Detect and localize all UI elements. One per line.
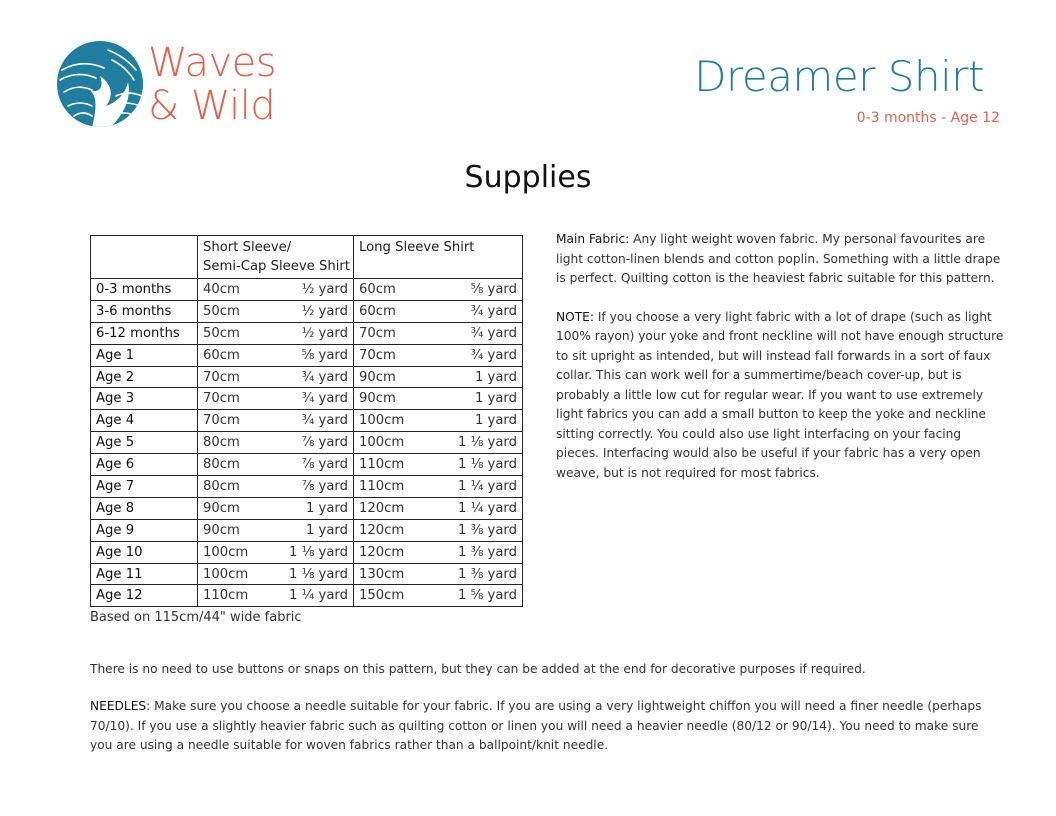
table-row <box>91 585 523 607</box>
brand-name <box>148 42 276 128</box>
short-cm-cell: 50cm <box>198 322 284 344</box>
needles-text: : Make sure you choose a needle suitable for your fabric. If you are using a very lightweight chiffon you will need a finer needle (perhaps 70/10). If you use a slightly heavier fabric such as quilting cotton or linen you will need a heavier needle (80/12 or 90/14). You need to make sure you are using a needle suitable for woven fabrics rather than a ballpoint/knit needle. <box>90 699 982 752</box>
long-cm-cell: 100cm <box>354 410 440 432</box>
long-yard-cell: ⅝ yard <box>440 279 523 301</box>
size-cell: 0-3 months <box>91 279 198 301</box>
fabric-description <box>556 230 1006 502</box>
size-cell: Age 3 <box>91 388 198 410</box>
size-cell: Age 10 <box>91 541 198 563</box>
long-cm-cell: 120cm <box>354 497 440 519</box>
long-yard-cell: ¾ yard <box>440 322 523 344</box>
short-cm-cell: 70cm <box>198 388 284 410</box>
short-cm-cell: 50cm <box>198 300 284 322</box>
short-cm-cell: 100cm <box>198 563 284 585</box>
long-cm-cell: 110cm <box>354 454 440 476</box>
table-body <box>91 279 523 607</box>
short-cm-cell: 40cm <box>198 279 284 301</box>
table-row <box>91 432 523 454</box>
header-long-sleeve: Long Sleeve Shirt <box>354 236 523 279</box>
size-cell: 6-12 months <box>91 322 198 344</box>
long-yard-cell: 1 ¼ yard <box>440 476 523 498</box>
header-short-line-1: Short Sleeve/ <box>203 240 292 255</box>
long-cm-cell: 90cm <box>354 388 440 410</box>
size-range: 0-3 months - Age 12 <box>856 110 1000 126</box>
short-yard-cell: ¾ yard <box>284 388 354 410</box>
long-cm-cell: 60cm <box>354 279 440 301</box>
short-yard-cell: ½ yard <box>284 322 354 344</box>
short-yard-cell: ⅞ yard <box>284 432 354 454</box>
note-label: NOTE: <box>556 309 594 324</box>
short-cm-cell: 90cm <box>198 497 284 519</box>
table-row <box>91 476 523 498</box>
long-yard-cell: 1 yard <box>440 410 523 432</box>
brand-logo <box>56 36 296 136</box>
long-yard-cell: ¾ yard <box>440 344 523 366</box>
size-cell: Age 9 <box>91 519 198 541</box>
long-cm-cell: 70cm <box>354 322 440 344</box>
size-cell: Age 2 <box>91 366 198 388</box>
header-short-sleeve <box>198 236 354 279</box>
long-yard-cell: 1 ⅜ yard <box>440 563 523 585</box>
table-row <box>91 497 523 519</box>
short-yard-cell: ¾ yard <box>284 410 354 432</box>
table-row <box>91 344 523 366</box>
short-yard-cell: ½ yard <box>284 300 354 322</box>
long-yard-cell: 1 ⅝ yard <box>440 585 523 607</box>
short-cm-cell: 80cm <box>198 432 284 454</box>
long-cm-cell: 130cm <box>354 563 440 585</box>
short-yard-cell: ⅝ yard <box>284 344 354 366</box>
short-cm-cell: 70cm <box>198 366 284 388</box>
short-yard-cell: 1 ⅛ yard <box>284 563 354 585</box>
short-cm-cell: 100cm <box>198 541 284 563</box>
table-header-row <box>91 236 523 279</box>
table-row <box>91 563 523 585</box>
long-cm-cell: 120cm <box>354 519 440 541</box>
table-row <box>91 279 523 301</box>
table-row <box>91 388 523 410</box>
short-yard-cell: ½ yard <box>284 279 354 301</box>
short-yard-cell: 1 yard <box>284 497 354 519</box>
long-yard-cell: 1 yard <box>440 366 523 388</box>
main-fabric-paragraph <box>556 230 1006 289</box>
size-cell: Age 7 <box>91 476 198 498</box>
long-cm-cell: 60cm <box>354 300 440 322</box>
table-row <box>91 366 523 388</box>
long-yard-cell: 1 ⅜ yard <box>440 519 523 541</box>
long-yard-cell: 1 ¼ yard <box>440 497 523 519</box>
needles-label: NEEDLES <box>90 699 147 713</box>
short-yard-cell: 1 ¼ yard <box>284 585 354 607</box>
table-row <box>91 322 523 344</box>
brand-line-1: Waves <box>148 40 277 86</box>
short-yard-cell: ¾ yard <box>284 366 354 388</box>
long-yard-cell: 1 ⅜ yard <box>440 541 523 563</box>
table-row <box>91 454 523 476</box>
fabric-requirements-table <box>90 235 523 607</box>
short-yard-cell: 1 yard <box>284 519 354 541</box>
short-cm-cell: 90cm <box>198 519 284 541</box>
long-yard-cell: ¾ yard <box>440 300 523 322</box>
size-cell: Age 12 <box>91 585 198 607</box>
brand-line-2: & Wild <box>148 83 276 129</box>
buttons-note: There is no need to use buttons or snaps on this pattern, but they can be added at the end for decorative purposes if required. <box>90 662 866 676</box>
section-title: Supplies <box>464 160 592 195</box>
size-cell: Age 8 <box>91 497 198 519</box>
short-yard-cell: ⅞ yard <box>284 476 354 498</box>
short-cm-cell: 60cm <box>198 344 284 366</box>
long-cm-cell: 70cm <box>354 344 440 366</box>
main-fabric-label: Main Fabric: <box>556 232 630 246</box>
long-yard-cell: 1 yard <box>440 388 523 410</box>
size-cell: Age 1 <box>91 344 198 366</box>
size-cell: 3-6 months <box>91 300 198 322</box>
size-cell: Age 5 <box>91 432 198 454</box>
long-cm-cell: 90cm <box>354 366 440 388</box>
long-yard-cell: 1 ⅛ yard <box>440 432 523 454</box>
pattern-title: Dreamer Shirt <box>694 52 984 101</box>
table-row <box>91 410 523 432</box>
size-cell: Age 11 <box>91 563 198 585</box>
note-paragraph <box>556 308 1006 484</box>
short-cm-cell: 110cm <box>198 585 284 607</box>
short-cm-cell: 80cm <box>198 476 284 498</box>
wave-circle-icon <box>56 40 144 128</box>
needles-paragraph <box>90 697 990 756</box>
size-cell: Age 6 <box>91 454 198 476</box>
long-cm-cell: 110cm <box>354 476 440 498</box>
long-cm-cell: 100cm <box>354 432 440 454</box>
header-size <box>91 236 198 279</box>
header-short-line-2: Semi-Cap Sleeve Shirt <box>203 259 350 274</box>
size-cell: Age 4 <box>91 410 198 432</box>
short-yard-cell: ⅞ yard <box>284 454 354 476</box>
short-yard-cell: 1 ⅛ yard <box>284 541 354 563</box>
long-cm-cell: 120cm <box>354 541 440 563</box>
table-row <box>91 300 523 322</box>
table-note: Based on 115cm/44" wide fabric <box>90 610 302 625</box>
long-yard-cell: 1 ⅛ yard <box>440 454 523 476</box>
note-text: If you choose a very light fabric with a lot of drape (such as light 100% rayon) your yoke and front neckline will not have enough structure to sit upright as intended, but will instead fall forwards in a sort of faux collar. This can work well for a summertime/beach cover-up, but is probably a little low cut for regular wear. If you want to use extremely light fabrics you can add a small button to keep the yoke and neckline sitting correctly. You could also use light interfacing on your facing pieces. Interfacing would also be useful if your fabric has a very open weave, but is not required for most fabrics. <box>556 309 1004 480</box>
main-fabric-text: Any light weight woven fabric. My personal favourites are light cotton-linen blends and cotton poplin. Something with a little drape is perfect. Quilting cotton is the heaviest fabric suitable for this pattern. <box>556 232 1001 285</box>
short-cm-cell: 70cm <box>198 410 284 432</box>
table-row <box>91 541 523 563</box>
table-row <box>91 519 523 541</box>
long-cm-cell: 150cm <box>354 585 440 607</box>
short-cm-cell: 80cm <box>198 454 284 476</box>
